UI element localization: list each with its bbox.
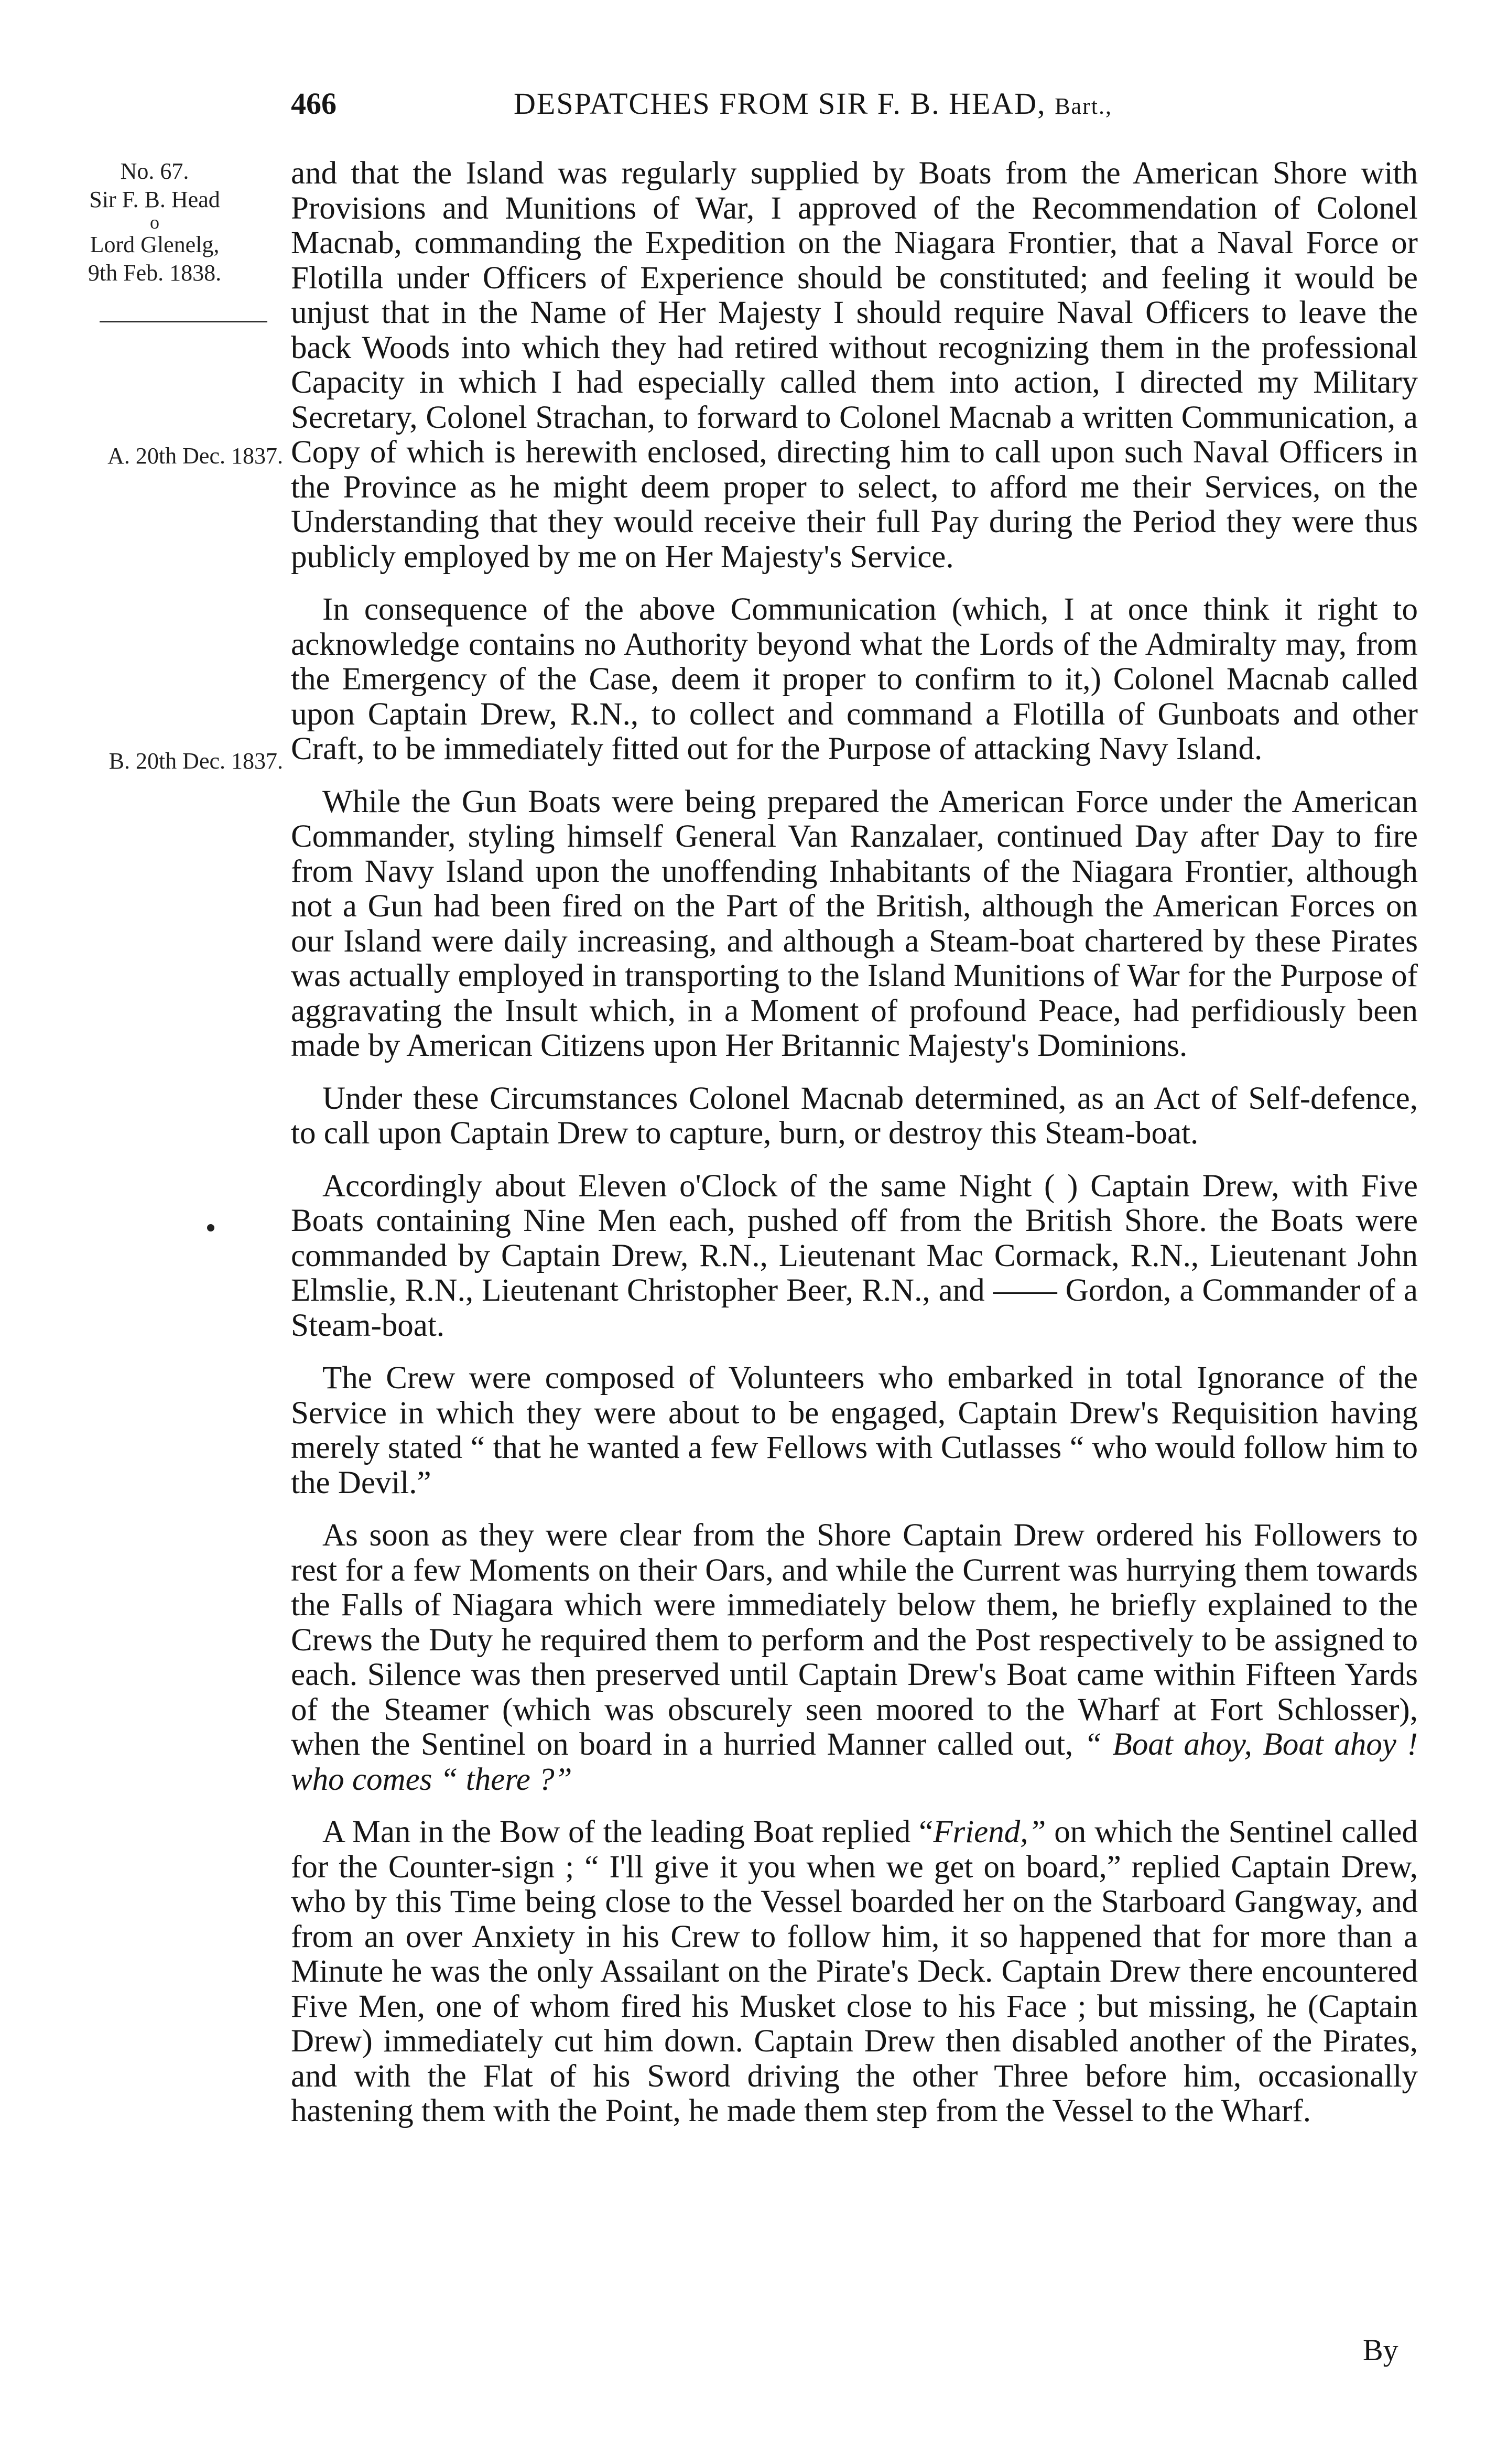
margin-to: Lord Glenelg, (90, 232, 220, 257)
running-title-smallcaps: Bart., (1055, 93, 1112, 119)
paragraph-text: on which the Sentinel called for the Counter-sign ; “ I'll give it you when we get on board,” replied Captain Drew, who by this Time being close to the Vessel boarded her on the Starboard Gangway, and from an over Anxiety in his Crew to follow him, it so happened that for more than a Minute he was the only Assailant on the Pirate's Deck. Captain Drew there encountered Five Men, one of whom fired his Musket close to his Face ; but missing, he (Captain Drew) immediately cut him down. Captain Drew then disabled another of the Pirates, and with the Flat of his Sword driving the other Three before him, occasionally hastening them with the Point, he made them step from the Vessel to the Wharf. (291, 1814, 1418, 2128)
running-title (514, 83, 1112, 127)
running-header (267, 83, 1258, 125)
margin-from: Sir F. B. Head (89, 187, 220, 212)
paragraph (291, 1815, 1418, 2129)
margin-rule (100, 321, 267, 322)
paragraph: Under these Circumstances Colonel Macnab determined, as an Act of Self-defence, to call upon Captain Drew to capture, burn, or destroy this Steam-boat. (291, 1080, 1418, 1151)
italic-quote: “ Boat ahoy, Boat ahoy ! who comes “ there ?” (291, 1727, 1418, 1797)
stray-mark (207, 1224, 214, 1231)
margin-date: 9th Feb. 1838. (88, 260, 222, 286)
paragraph-text: As soon as they were clear from the Shore Captain Drew ordered his Followers to rest for a few Moments on their Oars, and while the Current was hurrying them towards the Falls of Niagara which were immediately below them, he briefly explained to the Crews the Duty he required them to perform and the Post respectively to be assigned to each. Silence was then preserved until Captain Drew's Boat came within Fifteen Yards of the Steamer (which was obscurely seen moored to the Wharf at Fort Schlosser), when the Sentinel on board in a hurried Manner called out, (291, 1518, 1418, 1762)
margin-to-marker: o (150, 212, 159, 233)
margin-doc-number: No. 67. (120, 158, 189, 184)
paragraph: and that the Island was regularly supplied by Boats from the American Shore with Provisions and Munitions of War, I approved of the Recommendation of Colonel Macnab, commanding the Expedition on the Niagara Frontier, that a Naval Force or Flotilla under Officers of Experience should be constituted; and feeling it would be unjust that in the Name of Her Majesty I should require Naval Officers to leave the back Woods into which they had retired without recognizing them in the professional Capacity in which I had especially called them into action, I directed my Military Secretary, Colonel Strachan, to forward to Colonel Macnab a written Communication, a Copy of which is herewith enclosed, directing him to call upon such Naval Officers in the Province as he might deem proper to select, to afford me their Services, on the Understanding that they would receive their full Pay during the Period they were thus publicly employed by me on Her Majesty's Service. (291, 156, 1418, 575)
running-title-main: DESPATCHES FROM SIR F. B. HEAD, (514, 87, 1055, 121)
margin-reference (31, 157, 278, 287)
catchword: By (1363, 2333, 1398, 2367)
margin-enclosure-b: B. 20th Dec. 1837. (109, 748, 283, 774)
page-number: 466 (291, 87, 337, 121)
paragraph: In consequence of the above Communication (which, I at once think it right to acknowledge contains no Authority beyond what the Lords of the Admiralty may, from the Emergency of the Case, deem it proper to confirm to it,) Colonel Macnab called upon Captain Drew, R.N., to collect and command a Flotilla of Gunboats and other Craft, to be immediately fitted out for the Purpose of attacking Navy Island. (291, 592, 1418, 766)
paragraph-text: A Man in the Bow of the leading Boat replied “ (322, 1814, 934, 1850)
margin-enclosure-a: A. 20th Dec. 1837. (107, 443, 283, 469)
paragraph: While the Gun Boats were being prepared the American Force under the American Commander, styling himself General Van Ranzalaer, continued Day after Day to fire from Navy Island upon the unoffending Inhabitants of the Niagara Frontier, although not a Gun had been fired on the Part of the British, although the American Forces on our Island were daily increasing, and although a Steam-boat chartered by these Pirates was actually employed in transporting to the Island Munitions of War for the Purpose of aggravating the Insult which, in a Moment of profound Peace, had perfidiously been made by American Citizens upon Her Britannic Majesty's Dominions. (291, 784, 1418, 1063)
paragraph: Accordingly about Eleven o'Clock of the same Night ( ) Captain Drew, with Five Boats containing Nine Men each, pushed off from the British Shore. the Boats were commanded by Captain Drew, R.N., Lieutenant Mac Cormack, R.N., Lieutenant John Elmslie, R.N., Lieutenant Christopher Beer, R.N., and —— Gordon, a Commander of a Steam-boat. (291, 1168, 1418, 1343)
paragraph (291, 1518, 1418, 1797)
paragraph: The Crew were composed of Volunteers who embarked in total Ignorance of the Service in which they were about to be engaged, Captain Drew's Requisition having merely stated “ that he wanted a few Fellows with Cutlasses “ who would follow him to the Devil.” (291, 1360, 1418, 1500)
italic-quote: Friend,” (933, 1814, 1046, 1850)
body-text (291, 156, 1418, 2129)
